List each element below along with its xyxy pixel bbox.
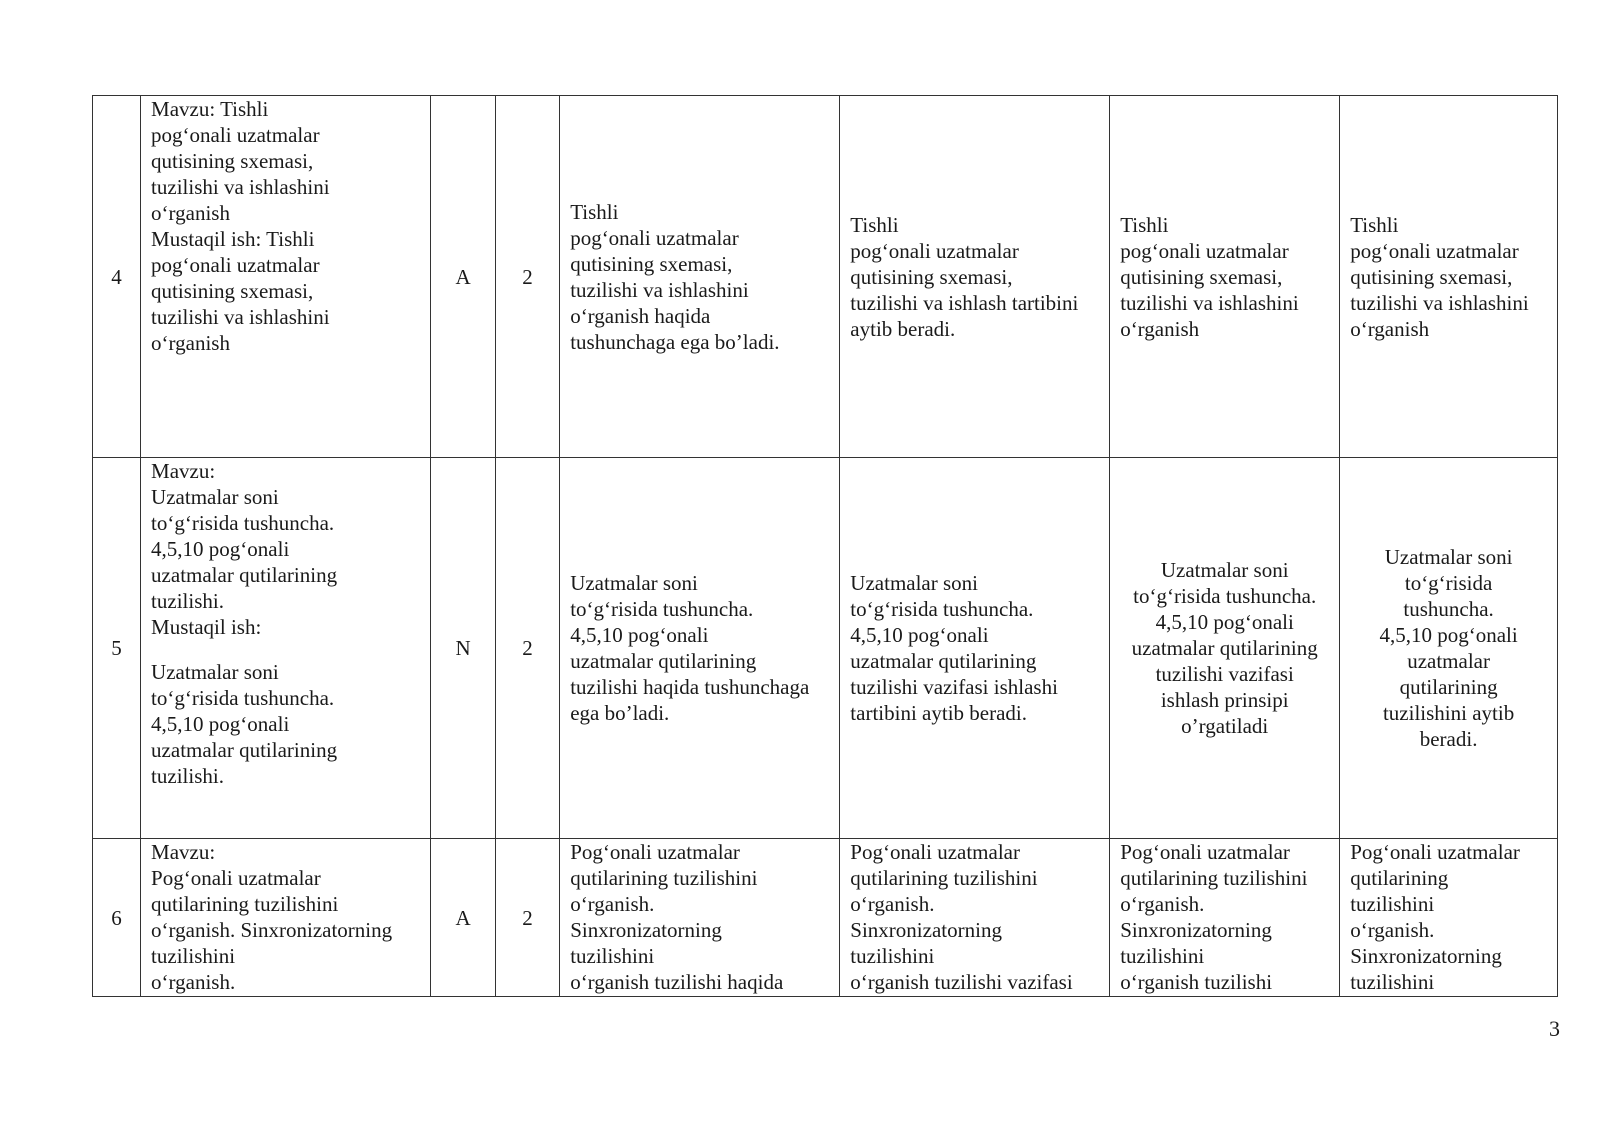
text-line: tuzilishini bbox=[1350, 892, 1435, 916]
text-line: qutilarining bbox=[1399, 675, 1498, 699]
text-line: Uzatmalar soni bbox=[570, 571, 698, 595]
text-line: to‘g‘risida tushuncha. bbox=[151, 686, 335, 710]
text-line: Tishli bbox=[570, 199, 619, 224]
text-line: qutilarining tuzilishini bbox=[151, 892, 339, 916]
text-line: uzatmalar bbox=[1407, 649, 1490, 673]
text-line: o‘rganish. Sinxronizatorning bbox=[151, 918, 393, 942]
knowledge-cell bbox=[560, 458, 840, 839]
text-line: qutilarining tuzilishini bbox=[850, 866, 1038, 890]
row-number: 6 bbox=[93, 839, 141, 997]
text-line: qutilarining tuzilishini bbox=[570, 866, 758, 890]
text-line: Sinxronizatorning bbox=[570, 918, 722, 942]
text-line: tuzilishi va ishlashini bbox=[151, 305, 330, 329]
text-line: uzatmalar qutilarining bbox=[151, 563, 338, 587]
text-line: Pog‘onali uzatmalar bbox=[570, 840, 740, 864]
text-line: uzatmalar qutilarining bbox=[1131, 636, 1318, 660]
text-line: o‘rganish bbox=[1350, 316, 1430, 341]
text-line: o‘rganish tuzilishi haqida bbox=[570, 970, 784, 994]
text-line: 4,5,10 pog‘onali bbox=[151, 712, 290, 736]
text-line: tuzilishi va ishlashini bbox=[151, 175, 330, 199]
competence-cell bbox=[1110, 458, 1340, 839]
text-line: to‘g‘risida tushuncha. bbox=[151, 511, 335, 535]
text-line: qutilarining bbox=[1350, 866, 1449, 890]
text-line: tuzilishini bbox=[151, 944, 236, 968]
text-line: o‘rganish. bbox=[570, 892, 655, 916]
lesson-type-cell: A bbox=[431, 96, 495, 458]
text-line: pog‘onali uzatmalar bbox=[570, 225, 739, 250]
row-number: 4 bbox=[93, 96, 141, 458]
text-line: Mavzu: bbox=[151, 840, 216, 864]
text-line: tuzilishini bbox=[1350, 970, 1435, 994]
text-line: tuzilishini aytib bbox=[1382, 701, 1515, 725]
text-line: o‘rganish tuzilishi vazifasi bbox=[850, 970, 1073, 994]
text-line: to‘g‘risida bbox=[1404, 571, 1493, 595]
table-row bbox=[93, 458, 1558, 839]
text-line: uzatmalar qutilarining bbox=[570, 649, 757, 673]
hours-cell: 2 bbox=[495, 458, 559, 839]
lesson-type-cell: A bbox=[431, 839, 495, 997]
text-line: to‘g‘risida tushuncha. bbox=[850, 597, 1034, 621]
text-line: o’rgatiladi bbox=[1181, 714, 1269, 738]
text-line: pog‘onali uzatmalar bbox=[151, 123, 320, 147]
table-row bbox=[93, 839, 1558, 997]
text-line: Pog‘onali uzatmalar bbox=[850, 840, 1020, 864]
text-line: Tishli bbox=[1350, 212, 1399, 237]
row-number: 5 bbox=[93, 458, 141, 839]
topic-cell bbox=[141, 458, 431, 839]
text-line: 4,5,10 pog‘onali bbox=[1155, 610, 1294, 634]
text-line: o‘rganish bbox=[151, 201, 230, 225]
page-number: 3 bbox=[1549, 1016, 1560, 1041]
text-line: tuzilishi va ishlashini bbox=[1120, 290, 1299, 315]
text-line: pog‘onali uzatmalar bbox=[1120, 238, 1289, 263]
text-line: pog‘onali uzatmalar bbox=[850, 238, 1019, 263]
text-line: o‘rganish tuzilishi bbox=[1120, 970, 1273, 994]
competence-cell bbox=[1110, 839, 1340, 997]
curriculum-table bbox=[92, 95, 1558, 997]
text-line: o‘rganish bbox=[1120, 316, 1200, 341]
text-line: o‘rganish. bbox=[1120, 892, 1205, 916]
text-line: tuzilishini bbox=[570, 944, 655, 968]
text-line: Tishli bbox=[1120, 212, 1169, 237]
text-line: ishlash prinsipi bbox=[1160, 688, 1289, 712]
text-line: tuzilishi va ishlash tartibini bbox=[850, 290, 1079, 315]
topic-independent-work bbox=[151, 659, 420, 789]
text-line: qutisining sxemasi, bbox=[151, 149, 314, 173]
skill-cell bbox=[840, 839, 1110, 997]
hours-cell: 2 bbox=[495, 839, 559, 997]
text-line: Mavzu: bbox=[151, 459, 216, 483]
text-line: 4,5,10 pog‘onali bbox=[570, 623, 709, 647]
text-line: tuzilishi vazifasi bbox=[1155, 662, 1294, 686]
text-line: qutisining sxemasi, bbox=[151, 279, 314, 303]
text-line: 4,5,10 pog‘onali bbox=[1379, 623, 1518, 647]
text-line: tuzilishi. bbox=[151, 764, 224, 788]
text-line: beradi. bbox=[1419, 727, 1478, 751]
text-line: tuzilishi. bbox=[151, 589, 224, 613]
text-line: pog‘onali uzatmalar bbox=[151, 253, 320, 277]
text-line: uzatmalar qutilarining bbox=[151, 738, 338, 762]
text-line: Sinxronizatorning bbox=[1120, 918, 1272, 942]
outcome-cell bbox=[1340, 458, 1558, 839]
text-line: uzatmalar qutilarining bbox=[850, 649, 1037, 673]
knowledge-cell bbox=[560, 839, 840, 997]
skill-cell bbox=[840, 458, 1110, 839]
text-line: o‘rganish. bbox=[850, 892, 935, 916]
text-line: qutisining sxemasi, bbox=[1120, 264, 1283, 289]
lesson-type-cell: N bbox=[431, 458, 495, 839]
text-line: o‘rganish. bbox=[1350, 918, 1435, 942]
text-line: 4,5,10 pog‘onali bbox=[850, 623, 989, 647]
text-line: qutisining sxemasi, bbox=[850, 264, 1013, 289]
topic-main bbox=[151, 458, 420, 640]
text-line: qutisining sxemasi, bbox=[570, 251, 733, 276]
text-line: Sinxronizatorning bbox=[1350, 944, 1502, 968]
text-line: ega bo’ladi. bbox=[570, 701, 670, 725]
competence-cell bbox=[1110, 96, 1340, 458]
text-line: tuzilishini bbox=[850, 944, 935, 968]
skill-cell bbox=[840, 96, 1110, 458]
text-line: o‘rganish bbox=[151, 331, 230, 355]
text-line: tuzilishi haqida tushunchaga bbox=[570, 675, 810, 699]
hours-cell: 2 bbox=[495, 96, 559, 458]
text-line: Pog‘onali uzatmalar bbox=[1120, 840, 1290, 864]
text-line: qutilarining tuzilishini bbox=[1120, 866, 1308, 890]
outcome-cell bbox=[1340, 839, 1558, 997]
text-line: o‘rganish haqida bbox=[570, 303, 711, 328]
text-line: tuzilishi vazifasi ishlashi bbox=[850, 675, 1058, 699]
text-line: tuzilishini bbox=[1120, 944, 1205, 968]
text-line: Mustaqil ish: Tishli bbox=[151, 227, 315, 251]
text-line: to‘g‘risida tushuncha. bbox=[570, 597, 754, 621]
text-line: pog‘onali uzatmalar bbox=[1350, 238, 1519, 263]
text-line: tuzilishi va ishlashini bbox=[1350, 290, 1529, 315]
text-line: Pog‘onali uzatmalar bbox=[1350, 840, 1520, 864]
text-line: Uzatmalar soni bbox=[850, 571, 978, 595]
topic-cell bbox=[141, 839, 431, 997]
text-line: Tishli bbox=[850, 212, 899, 237]
text-line: Uzatmalar soni bbox=[1160, 558, 1289, 582]
text-line: to‘g‘risida tushuncha. bbox=[1133, 584, 1317, 608]
text-line: Mavzu: Tishli bbox=[151, 97, 269, 121]
topic-cell bbox=[141, 96, 431, 458]
text-line: tartibini aytib beradi. bbox=[850, 701, 1027, 725]
text-line: Pog‘onali uzatmalar bbox=[151, 866, 321, 890]
text-line: o‘rganish. bbox=[151, 970, 236, 994]
text-line: Uzatmalar soni bbox=[151, 485, 279, 509]
text-line: aytib beradi. bbox=[850, 316, 956, 341]
text-line: Sinxronizatorning bbox=[850, 918, 1002, 942]
text-line: Mustaqil ish: bbox=[151, 615, 262, 639]
text-line: tushuncha. bbox=[1403, 597, 1494, 621]
text-line: tushunchaga ega bo’ladi. bbox=[570, 329, 780, 354]
table-row bbox=[93, 96, 1558, 458]
text-line: qutisining sxemasi, bbox=[1350, 264, 1513, 289]
knowledge-cell bbox=[560, 96, 840, 458]
text-line: 4,5,10 pog‘onali bbox=[151, 537, 290, 561]
outcome-cell bbox=[1340, 96, 1558, 458]
text-line: tuzilishi va ishlashini bbox=[570, 277, 749, 302]
text-line: Uzatmalar soni bbox=[1384, 545, 1513, 569]
text-line: Uzatmalar soni bbox=[151, 660, 279, 684]
